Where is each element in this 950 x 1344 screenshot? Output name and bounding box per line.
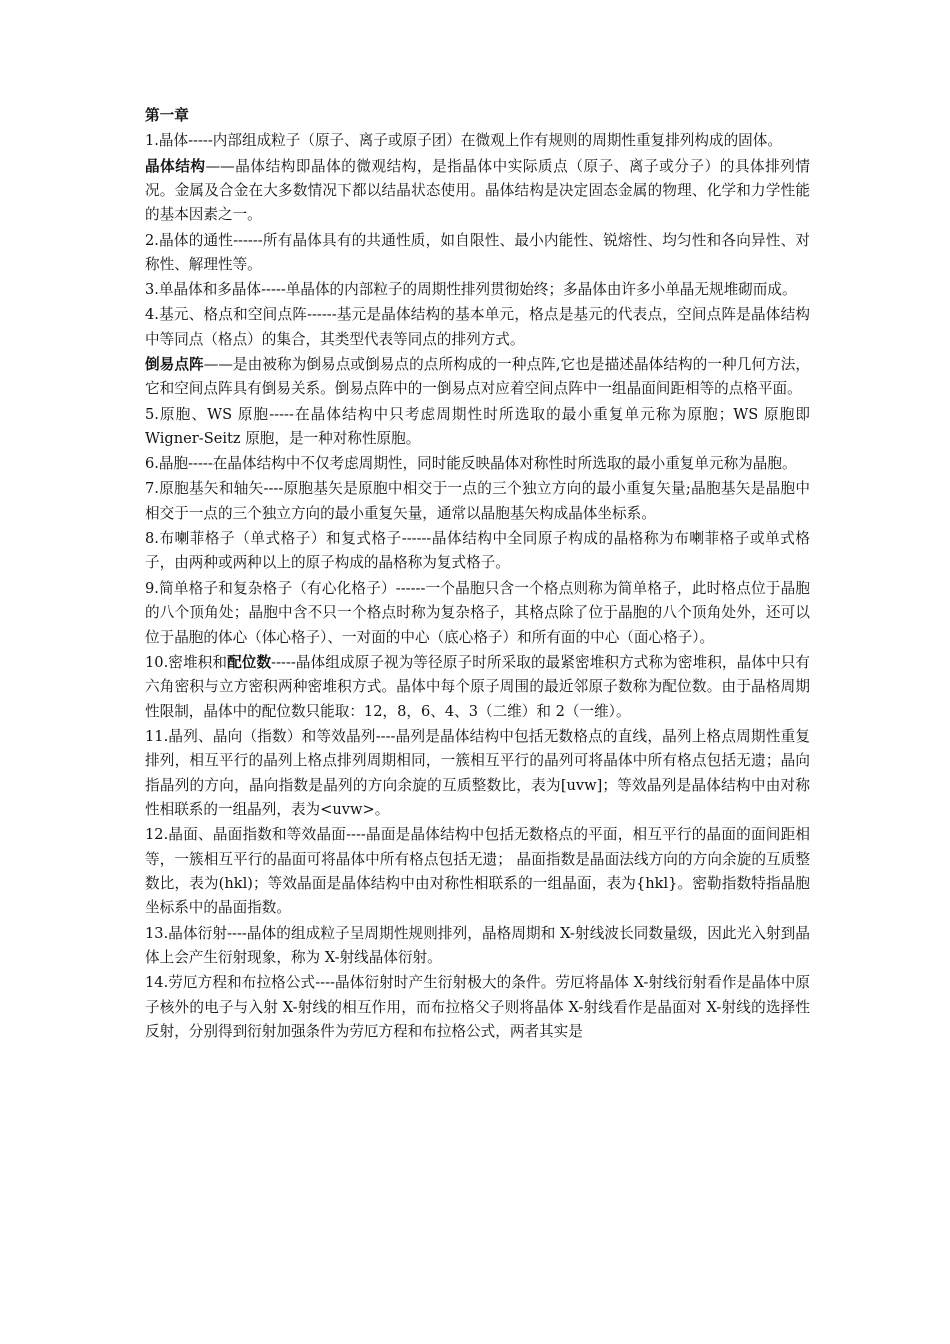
term: 7.原胞基矢和轴矢 <box>145 480 264 498</box>
definition-paragraph <box>145 577 810 650</box>
term: 倒易点阵 <box>145 356 204 374</box>
definition-text: 基元是晶体结构的基本单元，格点是基元的代表点，空间点阵是晶体结构中等同点（格点）的集合，其类型代表等同点的排列方式。 <box>145 306 810 348</box>
term: 8.布喇菲格子（单式格子）和复式格子 <box>145 530 402 548</box>
document-page <box>145 104 810 1045</box>
definition-text: 在晶体结构中不仅考虑周期性，同时能反映晶体对称性时所选取的最小重复单元称为晶胞。 <box>212 455 797 473</box>
separator: ---- <box>375 727 396 745</box>
definition-text: 晶体的组成粒子呈周期性规则排列，晶格周期和 X-射线波长同数量级，因此光入射到晶体上会产生衍射现象，称为 X-射线晶体衍射。 <box>145 924 810 966</box>
term: 10.密堆积和 <box>145 653 228 671</box>
separator: ---- <box>346 826 366 844</box>
definition-text: 在晶体结构中只考虑周期性时所选取的最小重复单元称为原胞；WS 原胞即 Wigner-Seitz 原胞，是一种对称性原胞。 <box>145 405 811 448</box>
separator: ------ <box>395 579 426 597</box>
definition-text: 一个晶胞只含一个格点则称为简单格子，此时格点位于晶胞的八个顶角处；晶胞中含不只一个格点时称为复杂格子，其格点除了位于晶胞的八个顶角处外，还可以位于晶胞的体心（体心格子）、一对面的中心（底心格子）和所有面的中心（面心格子）。 <box>145 579 810 646</box>
definition-paragraph <box>145 129 810 153</box>
term: 1.晶体 <box>145 132 189 150</box>
definition-text: 晶体组成原子视为等径原子时所采取的最紧密堆积方式称为密堆积，晶体中只有六角密积与立方密积两种密堆积方式。晶体中每个原子周围的最近邻原子数称为配位数。由于晶格周期性限制，晶体中的配位数只能取：12，8，6、4、3（二维）和 2（一维）。 <box>145 653 810 720</box>
separator: ----- <box>261 281 286 299</box>
definition-paragraph <box>145 155 810 228</box>
definition-paragraph <box>145 527 810 576</box>
definition-paragraph <box>145 651 810 724</box>
term: 6.晶胞 <box>145 455 189 473</box>
separator: —— <box>203 356 233 374</box>
separator: ----- <box>188 132 213 150</box>
definition-paragraph <box>145 278 810 302</box>
term: 9.简单格子和复杂格子（有心化格子） <box>145 579 396 597</box>
definition-text: 晶体衍射时产生衍射极大的条件。劳厄将晶体 X-射线衍射看作是晶体中原子核外的电子与入射 X-射线的相互作用，而布拉格父子则将晶体 X-射线看作是晶面对 X-射线的选择性反射，分别得到衍射加强条件为劳厄方程和布拉格公式，两者其实是 <box>145 974 810 1040</box>
definition-paragraph <box>145 452 810 476</box>
definition-paragraph <box>145 353 810 402</box>
separator: ------ <box>307 306 337 324</box>
separator: ----- <box>269 405 294 423</box>
definition-text: 所有晶体具有的共通性质，如自限性、最小内能性、锐熔性、均匀性和各向异性、对称性、解理性等。 <box>145 231 810 274</box>
definition-text: 晶面是晶体结构中包括无数格点的平面，相互平行的晶面的面间距相等，一簇相互平行的晶面可将晶体中所有格点包括无遗； 晶面指数是晶面法线方向的方向余旋的互质整数比，表为(hkl)；等效晶面是晶体结构中由对称性相联系的一组晶面，表为{hkl}。密勒指数特指晶胞坐标系中的晶面指数。 <box>145 826 810 917</box>
definition-paragraph <box>145 971 810 1044</box>
term: 12.晶面、晶面指数和等效晶面 <box>145 826 347 844</box>
definition-text: 晶列是晶体结构中包括无数格点的直线，晶列上格点周期性重复排列，相互平行的晶列上格点排列周期相同，一簇相互平行的晶列可将晶体中所有格点包括无遗；晶向指晶列的方向，晶向指数是晶列的方向余旋的互质整数比，表为[uvw]；等效晶列是晶体结构中由对称性相联系的一组晶列，表为<uvw>。 <box>145 727 810 818</box>
definition-paragraph <box>145 477 810 526</box>
definition-text: 原胞基矢是原胞中相交于一点的三个独立方向的最小重复矢量;晶胞基矢是晶胞中相交于一点的三个独立方向的最小重复矢量，通常以晶胞基矢构成晶体坐标系。 <box>145 480 810 522</box>
term: 2.晶体的通性 <box>145 231 234 249</box>
separator: ----- <box>188 455 213 473</box>
separator: ----- <box>271 653 296 671</box>
definition-paragraph <box>145 922 810 971</box>
definition-paragraph <box>145 823 810 921</box>
term: 13.晶体衍射 <box>145 924 228 942</box>
definition-paragraph <box>145 229 810 278</box>
term: 晶体结构 <box>145 157 206 175</box>
definition-text: 单晶体的内部粒子的周期性排列贯彻始终；多晶体由许多小单晶无规堆砌而成。 <box>285 281 797 299</box>
term: 11.晶列、晶向（指数）和等效晶列 <box>145 727 376 745</box>
separator: ------ <box>401 530 432 548</box>
definition-text: 晶体结构即晶体的微观结构，是指晶体中实际质点（原子、离子或分子）的具体排列情况。金属及合金在大多数情况下都以结晶状态使用。晶体结构是决定固态金属的物理、化学和力学性能的基本因素之一。 <box>145 157 810 224</box>
separator: ---- <box>263 480 284 498</box>
definition-paragraph <box>145 403 810 452</box>
term: 3.单晶体和多晶体 <box>145 281 262 299</box>
definition-text: 是由被称为倒易点或倒易点的点所构成的一种点阵,它也是描述晶体结构的一种几何方法，它和空间点阵具有倒易关系。倒易点阵中的一倒易点对应着空间点阵中一组晶面间距相等的点格平面。 <box>145 356 810 398</box>
definition-paragraph <box>145 725 810 823</box>
definition-text: 晶体结构中全同原子构成的晶格称为布喇菲格子或单式格子，由两种或两种以上的原子构成的晶格称为复式格子。 <box>145 530 810 572</box>
term-bold-part: 配位数 <box>227 653 272 671</box>
definition-paragraph <box>145 303 810 352</box>
separator: ------ <box>233 231 263 249</box>
separator: —— <box>205 157 235 175</box>
term: 4.基元、格点和空间点阵 <box>145 306 308 324</box>
chapter-title: 第一章 <box>145 107 189 124</box>
definition-text: 内部组成粒子（原子、离子或原子团）在微观上作有规则的周期性重复排列构成的固体。 <box>212 132 782 150</box>
term: 14.劳厄方程和布拉格公式 <box>145 974 316 992</box>
term: 5.原胞、WS 原胞 <box>145 405 270 423</box>
separator: ---- <box>315 974 335 992</box>
separator: ---- <box>227 924 247 942</box>
